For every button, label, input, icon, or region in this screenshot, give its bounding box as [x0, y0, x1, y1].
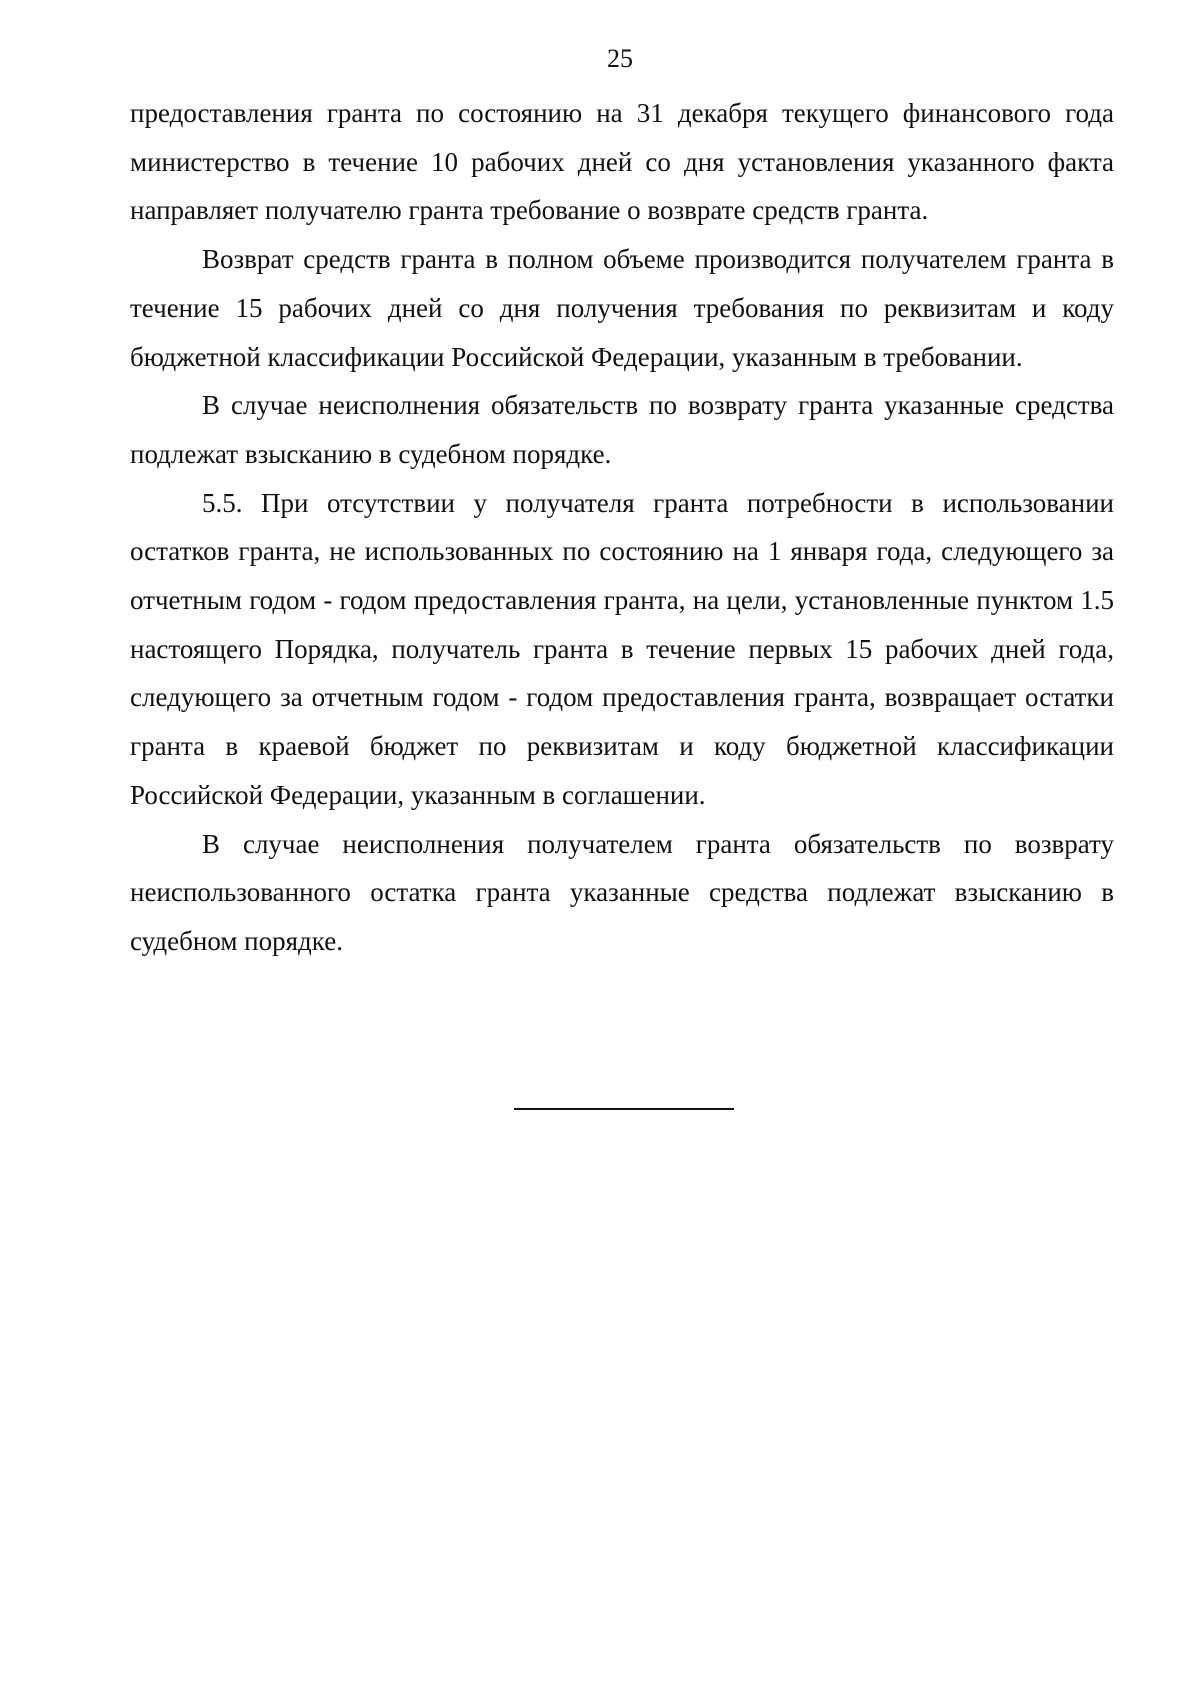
- page-number: 25: [607, 44, 633, 73]
- end-divider: [514, 1108, 734, 1110]
- paragraph-judicial-recovery: В случае неисполнения обязательств по возврату гранта указанные средства подлежат взысканию в судебном порядке.: [130, 390, 1114, 469]
- paragraph-unused-balance-recovery: В случае неисполнения получателем гранта обязательств по возврату неиспользованного остатка гранта указанные средства подлежат взысканию в судебном порядке.: [130, 828, 1114, 956]
- document-body: [130, 89, 1114, 966]
- paragraph-refund-procedure: Возврат средств гранта в полном объеме производится получателем гранта в течение 15 рабочих дней со дня получения требования по реквизитам и коду бюджетной классификации Российской Федерации, указанным в требовании.: [130, 244, 1114, 372]
- paragraph-clause-5-5: 5.5. При отсутствии у получателя гранта потребности в использовании остатков гранта, не использованных по состоянию на 1 января года, следующего за отчетным годом - годом предоставления гранта, на цели, установленные пунктом 1.5 настоящего Порядка, получатель гранта в течение первых 15 рабочих дней года, следующего за отчетным годом - годом предоставления гранта, возвращает остатки гранта в краевой бюджет по реквизитам и коду бюджетной классификации Российской Федерации, указанным в соглашении.: [130, 487, 1114, 810]
- paragraph-continuation: предоставления гранта по состоянию на 31 декабря текущего финансового года министерство в течение 10 рабочих дней со дня установления указанного факта направляет получателю гранта требование о возврате средств гранта.: [130, 98, 1114, 226]
